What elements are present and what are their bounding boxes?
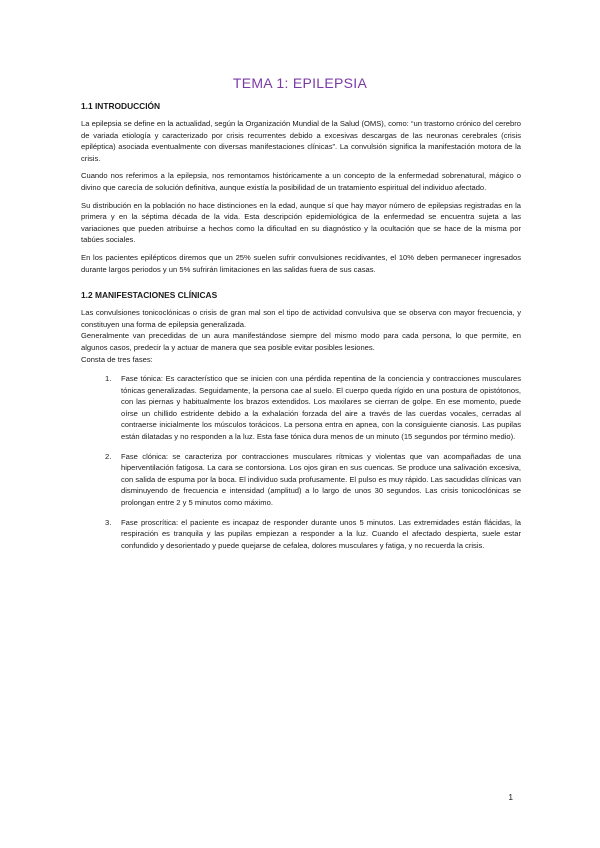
manifestaciones-paragraph-2: Generalmente van precedidas de un aura manifestándose siempre del mismo modo para cada persona, lo que permite, en algunos casos, predecir la y actuar de manera que sea posible evitar posibles lesiones. <box>81 331 521 352</box>
page-number: 1 <box>508 792 513 802</box>
phase-tonica-text: Fase tónica: Es característico que se inicien con una pérdida repentina de la conciencia y contracciones musculares tónicas generalizadas. Seguidamente, la persona cae al suelo. El cuerpo queda rígido en una postura de opistótonos, con las piernas y habitualmente los brazos extendidos. Los maxilares se cierran de golpe. En ese momento, puede oírse un chillido estridente debido a la exhalación forzada del aire a través de las cuerdas vocales, cerradas al contraerse inicialmente los músculos torácicos. La persona entra en apnea, con la consiguiente cianosis. Las pupilas están dilatadas y no responden a la luz. Esta fase tónica dura menos de un minuto (15 segundos por término medio). <box>121 374 521 442</box>
section-heading-manifestaciones: 1.2 MANIFESTACIONES CLÍNICAS <box>81 290 218 301</box>
manifestaciones-paragraph-3: Consta de tres fases: <box>81 354 153 364</box>
intro-paragraph-2: Cuando nos referimos a la epilepsia, nos remontamos históricamente a un concepto de la enfermedad sobrenatural, mágico o divino que carecía de solución definitiva, aunque existía la posibilidad de un tratamiento espiritual del individuo afectado. <box>81 171 521 192</box>
list-item <box>81 373 521 443</box>
section-heading-introduccion: 1.1 INTRODUCCIÓN <box>81 101 161 111</box>
intro-paragraph-1: La epilepsia se define en la actualidad, según la Organización Mundial de la Salud (OMS), como: “un trastorno crónico del cerebro de variada etiología y caracterizado por crisis recurrentes debido a excesivas descargas de las neuronas cerebrales (crisis epiléptica) asociada eventualmente con diversas manifestaciones clínicas”. La convulsión significa la manifestación motora de la crisis. <box>81 119 521 163</box>
list-item-number: 1. <box>105 374 112 384</box>
manifestaciones-paragraph-1: Las convulsiones tonicoclónicas o crisis de gran mal son el tipo de actividad convulsiva que se observa con mayor frecuencia, y constituyen una forma de epilepsia generalizada. <box>81 308 521 329</box>
list-item-number: 3. <box>105 517 112 527</box>
phase-clonica-text: Fase clónica: se caracteriza por contracciones musculares rítmicas y violentas que van acompañadas de una hiperventilación fatigosa. La cara se contorsiona. Los ojos giran en sus cuencas. Se produce una salivación excesiva, con salida de espuma por la boca. El individuo suda profusamente. El pulso es muy rápido. Las sacudidas clínicas van disminuyendo de frecuencia e intensidad (amplitud) a lo largo de unos 30 segundos. Las crisis tonicoclónicas se prolongan entre 2 y 5 minutos como máximo. <box>121 451 521 508</box>
document-title: TEMA 1: EPILEPSIA <box>232 75 368 91</box>
intro-paragraph-4: En los pacientes epilépticos diremos que un 25% suelen sufrir convulsiones recidivantes, el 10% deben permanecer ingresados durante largos periodos y un 5% sufrirán limitaciones en las salidas fuera de sus casas. <box>81 252 521 274</box>
list-item-number: 2. <box>105 451 112 461</box>
document-body <box>81 100 521 551</box>
phase-proscritica-text: Fase proscrítica: el paciente es incapaz de responder durante unos 5 minutos. Las extremidades están flácidas, la respiración es tranquila y las pupilas empiezan a responder a la luz. Cuando el afectado despierta, suele estar confundido y desorientado y puede quejarse de cefalea, dolores musculares y fatiga, y no recuerda la crisis. <box>121 517 521 550</box>
intro-paragraph-3: Su distribución en la población no hace distinciones en la edad, aunque sí que hay mayor número de epilepsias registradas en la primera y en la séptima década de la vida. Esta descripción epidemiológica de la enfermedad se encuentra sujeta a las variaciones que pueden atribuirse a hechos como la dificultad en su diagnóstico y la ocultación que se hace de la misma por tabúes sociales. <box>81 200 521 245</box>
list-item <box>81 517 521 552</box>
list-item <box>81 451 521 509</box>
phases-list <box>81 373 521 551</box>
